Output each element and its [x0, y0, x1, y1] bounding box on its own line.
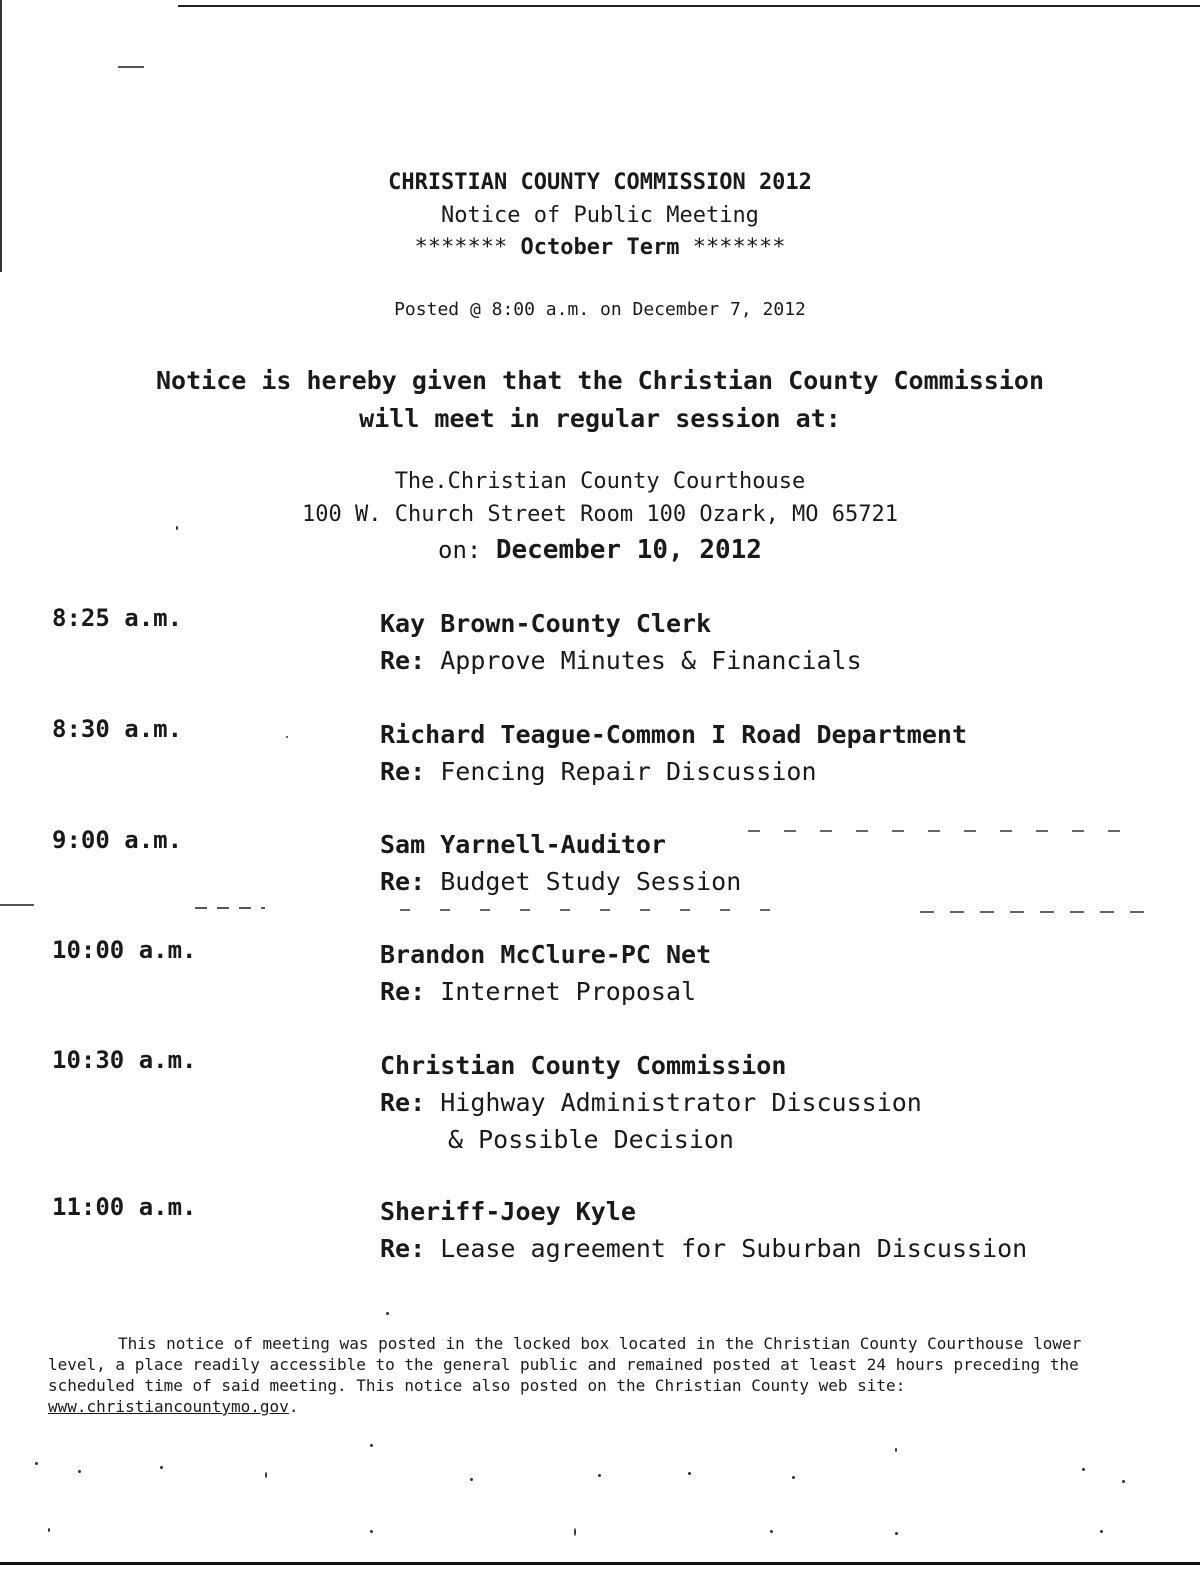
- scan-speck: [470, 1478, 473, 1481]
- agenda-presenter: Christian County Commission: [380, 1051, 787, 1080]
- scan-speck: [1122, 1480, 1125, 1483]
- scan-speck: [770, 1530, 773, 1533]
- re-label: Re:: [380, 646, 426, 675]
- scan-speck: [370, 1444, 373, 1447]
- agenda-topic: Approve Minutes & Financials: [440, 646, 862, 675]
- term-name: October Term: [520, 235, 680, 260]
- re-label: Re:: [380, 1234, 426, 1263]
- agenda-topic: Highway Administrator Discussion: [440, 1088, 922, 1117]
- agenda-time: 10:30 a.m.: [52, 1046, 197, 1074]
- agenda-re-line: [380, 1230, 1027, 1267]
- term-line: [0, 235, 1200, 260]
- agenda-item: [380, 1047, 922, 1158]
- scan-speck: [598, 1474, 601, 1477]
- term-stars-left: *******: [414, 235, 508, 260]
- posting-notice-text: This notice of meeting was posted in the locked box located in the Christian County Courthouse lower level, a place readily accessible to the general public and remained posted at least 24 hours preceding the scheduled time of said meeting. This notice also posted on the Christian County web site:: [48, 1334, 1082, 1395]
- agenda-re-line: [380, 863, 741, 900]
- re-label: Re:: [380, 867, 426, 896]
- re-label: Re:: [380, 1088, 426, 1117]
- agenda-topic: Budget Study Session: [440, 867, 742, 896]
- scan-speck: [48, 1528, 50, 1532]
- scan-speck: [78, 1470, 81, 1473]
- scan-mark: [118, 66, 144, 68]
- agenda-item: [380, 605, 862, 679]
- notice-line-2: will meet in regular session at:: [359, 404, 841, 433]
- agenda-time: 8:25 a.m.: [52, 604, 183, 632]
- location-address: 100 W. Church Street Room 100 Ozark, MO 65721: [301, 502, 899, 527]
- bottom-border-rule: [0, 1562, 1200, 1565]
- scan-speck: [370, 1530, 373, 1533]
- agenda-re-line: [380, 973, 711, 1010]
- agenda-presenter: Kay Brown-County Clerk: [380, 609, 712, 638]
- agenda-time: 8:30 a.m.: [52, 715, 183, 743]
- scan-speck: [792, 1476, 795, 1479]
- agenda-presenter: Sam Yarnell-Auditor: [380, 830, 666, 859]
- scan-speck: [574, 1528, 576, 1536]
- location-name: The.Christian County Courthouse: [394, 469, 806, 494]
- meeting-date: December 10, 2012: [495, 535, 762, 565]
- scan-speck: [1082, 1468, 1085, 1471]
- agenda-topic: Internet Proposal: [440, 977, 697, 1006]
- top-border-rule: [178, 5, 1200, 7]
- posting-notice-paragraph: [48, 1333, 1138, 1417]
- agenda-time: 11:00 a.m.: [52, 1193, 197, 1221]
- scan-speck: [688, 1472, 691, 1475]
- agenda-topic-continued: & Possible Decision: [448, 1125, 734, 1154]
- posted-line: Posted @ 8:00 a.m. on December 7, 2012: [394, 299, 806, 320]
- posting-notice-period: .: [288, 1397, 299, 1416]
- agenda-presenter: Richard Teague-Common I Road Department: [380, 720, 967, 749]
- scan-mark: [195, 907, 265, 909]
- scan-speck: [265, 1472, 267, 1478]
- agenda-re-line: [380, 753, 967, 790]
- scan-mark: [0, 904, 34, 906]
- scan-speck: [895, 1448, 897, 1452]
- agenda-topic: Lease agreement for Suburban Discussion: [440, 1234, 1028, 1263]
- agenda-time: 10:00 a.m.: [52, 936, 197, 964]
- county-website-link[interactable]: www.christiancountymo.gov: [48, 1397, 289, 1416]
- agenda-topic: Fencing Repair Discussion: [440, 757, 817, 786]
- agenda-re-line: [380, 1084, 922, 1121]
- on-label: on:: [438, 536, 482, 564]
- agenda-re-line: [380, 642, 862, 679]
- scan-speck: [1100, 1530, 1103, 1533]
- notice-line-1: Notice is hereby given that the Christian County Commission: [155, 366, 1045, 395]
- agenda-item: [380, 936, 711, 1010]
- re-label: Re:: [380, 977, 426, 1006]
- agenda-item: [380, 716, 967, 790]
- scan-mark: [920, 911, 1160, 913]
- scan-speck: [386, 1312, 389, 1315]
- scan-mark: [748, 830, 1138, 832]
- term-stars-right: *******: [692, 235, 786, 260]
- scan-speck: [895, 1532, 898, 1535]
- scan-mark: [400, 909, 780, 911]
- document-subtitle: Notice of Public Meeting: [441, 203, 759, 228]
- agenda-presenter: Brandon McClure-PC Net: [380, 940, 712, 969]
- left-border-rule: [0, 0, 2, 272]
- notice-statement: [0, 362, 1200, 438]
- scan-speck: [35, 1462, 38, 1465]
- agenda-presenter: Sheriff-Joey Kyle: [380, 1197, 636, 1226]
- agenda-time: 9:00 a.m.: [52, 826, 183, 854]
- re-label: Re:: [380, 757, 426, 786]
- scan-speck: [176, 526, 178, 530]
- agenda-item: [380, 826, 741, 900]
- meeting-date-line: [0, 535, 1200, 565]
- document-title: CHRISTIAN COUNTY COMMISSION 2012: [388, 170, 812, 195]
- agenda-item: [380, 1193, 1027, 1267]
- scan-speck: [160, 1466, 163, 1469]
- scan-speck: [286, 736, 288, 738]
